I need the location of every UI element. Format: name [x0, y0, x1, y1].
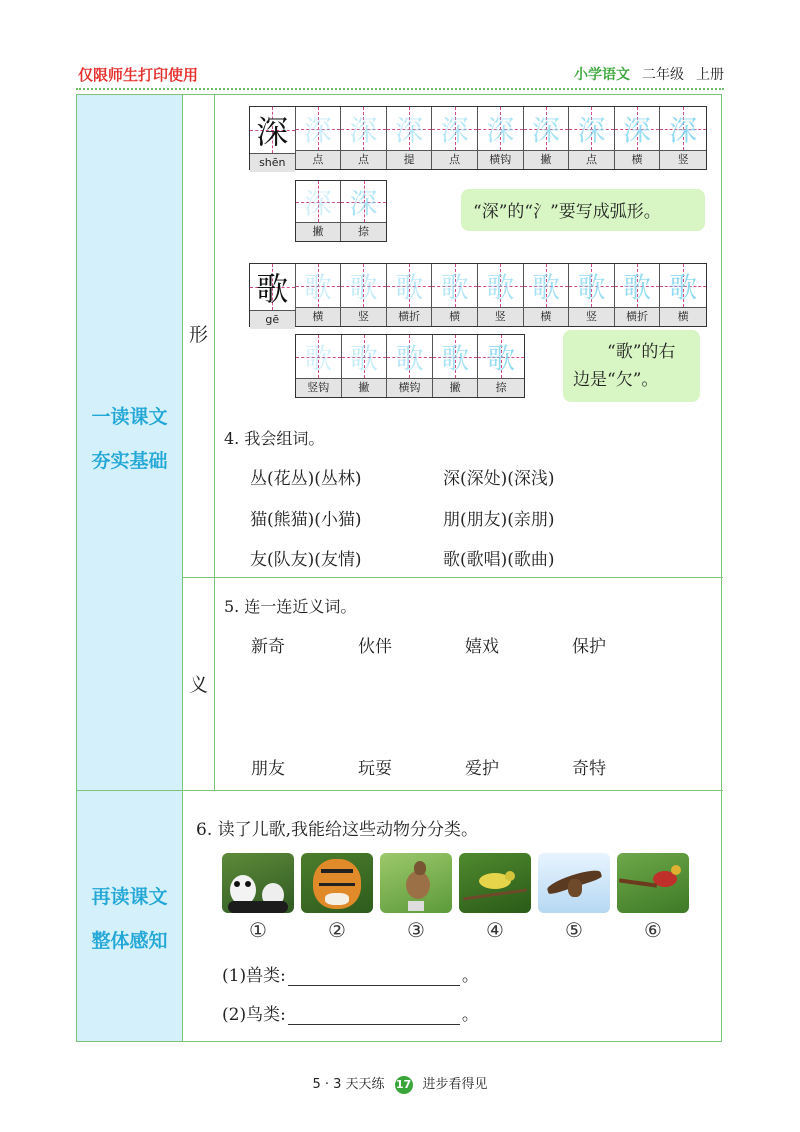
q4-row3-left: 友(队友)(友情) — [250, 550, 362, 570]
stroke-step-cell — [432, 107, 478, 169]
stroke-name: 竖 — [478, 307, 523, 326]
stroke-step-cell — [660, 107, 706, 169]
section-title-1b: 夯实基础 — [91, 450, 168, 472]
ghost-char: 深 — [440, 113, 469, 147]
main-char-cell — [250, 107, 296, 169]
stroke-name: 竖 — [341, 307, 386, 326]
stroke-step-cell — [660, 264, 706, 326]
stroke-name: 横 — [615, 150, 660, 169]
stroke-name: 提 — [387, 150, 432, 169]
stroke-step-cell — [387, 335, 433, 397]
stroke-step-cell — [296, 181, 341, 241]
section-title-2a: 再读课文 — [91, 886, 168, 908]
stroke-name: 点 — [569, 150, 614, 169]
birds-label: (2)鸟类: — [222, 1005, 286, 1025]
q5-top-word[interactable]: 伙伴 — [358, 637, 392, 657]
book-info — [574, 64, 724, 84]
page-number: 17 — [395, 1076, 413, 1094]
ghost-char: 深 — [623, 113, 652, 147]
stroke-name: 横折 — [387, 307, 432, 326]
stroke-step-cell — [341, 264, 387, 326]
q5-top-word[interactable]: 保护 — [572, 637, 606, 657]
ghost-char: 歌 — [487, 341, 516, 375]
ghost-char: 深 — [669, 113, 698, 147]
stroke-step-cell — [432, 264, 478, 326]
footer-slogan: 进步看得见 — [422, 1077, 488, 1092]
stroke-name: 横 — [432, 307, 477, 326]
stroke-step-cell — [341, 107, 387, 169]
stroke-name: 点 — [432, 150, 477, 169]
ghost-char: 深 — [577, 113, 606, 147]
q6-beasts — [222, 961, 479, 986]
stroke-name: 竖 — [569, 307, 614, 326]
section-title-2b: 整体感知 — [91, 930, 168, 952]
stroke-name: 点 — [341, 150, 386, 169]
stroke-step-cell — [478, 335, 524, 397]
stroke-name: 竖钩 — [296, 378, 341, 397]
stroke-name: 横钩 — [387, 378, 432, 397]
stroke-step-cell — [296, 335, 342, 397]
ghost-char: 歌 — [623, 270, 652, 304]
form-label: 形 — [188, 324, 208, 346]
photo-number: ⑤ — [565, 918, 583, 942]
ghost-char: 歌 — [669, 270, 698, 304]
q5-title: 5. 连一连近义词。 — [224, 597, 357, 616]
ghost-char: 歌 — [440, 270, 469, 304]
ghost-char: 歌 — [349, 341, 378, 375]
stroke-name: 撇 — [433, 378, 478, 397]
q5-bottom-word[interactable]: 玩耍 — [358, 759, 392, 779]
q6-birds — [222, 1000, 479, 1025]
stroke-step-cell — [524, 264, 570, 326]
birds-answer-blank[interactable] — [288, 1006, 460, 1025]
section-read-basics — [77, 95, 183, 790]
stroke-step-cell — [478, 264, 524, 326]
section-title-1a: 一读课文 — [91, 406, 168, 428]
tip-ge: “歌”的右边是“欠”。 — [563, 330, 700, 402]
page-footer — [0, 1073, 800, 1094]
stroke-name: 横 — [524, 307, 569, 326]
print-notice: 仅限师生打印使用 — [78, 66, 199, 84]
ghost-char: 深 — [349, 113, 378, 147]
q4-row1-left: 丛(花丛)(丛林) — [250, 469, 362, 489]
panda-photo — [222, 853, 294, 913]
pinyin: shēn — [250, 153, 295, 172]
stroke-step-cell — [478, 107, 524, 169]
ghost-char: 深 — [349, 186, 378, 220]
photo-number: ④ — [486, 918, 504, 942]
q4-row2-left: 猫(熊猫)(小猫) — [250, 510, 362, 530]
q4-row1-right: 深(深处)(深浅) — [443, 469, 555, 489]
ghost-char: 深 — [531, 113, 560, 147]
ghost-char: 深 — [303, 113, 332, 147]
ghost-char: 歌 — [395, 270, 424, 304]
stroke-grid-ge-2 — [295, 334, 525, 398]
stroke-name: 竖 — [660, 150, 706, 169]
ghost-char: 歌 — [531, 270, 560, 304]
animal-photos — [222, 853, 689, 913]
form-column — [183, 95, 215, 577]
stroke-step-cell — [387, 107, 433, 169]
ghost-char: 歌 — [304, 341, 333, 375]
ghost-char: 深 — [395, 113, 424, 147]
main-char: 深 — [256, 113, 289, 151]
beasts-end: 。 — [461, 966, 479, 986]
ghost-char: 歌 — [395, 341, 424, 375]
stroke-name: 撇 — [342, 378, 387, 397]
stroke-step-cell — [524, 107, 570, 169]
photo-number: ① — [249, 918, 267, 942]
ghost-char: 歌 — [441, 341, 470, 375]
main-char-cell — [250, 264, 296, 326]
q4-row2-right: 朋(朋友)(亲朋) — [443, 510, 555, 530]
beasts-answer-blank[interactable] — [288, 967, 460, 986]
q4-row3-right: 歌(歌唱)(歌曲) — [443, 550, 555, 570]
eagle-photo — [538, 853, 610, 913]
stroke-step-cell — [296, 264, 342, 326]
ghost-char: 歌 — [349, 270, 378, 304]
q6-title: 6. 读了儿歌,我能给这些动物分分类。 — [196, 820, 479, 840]
stroke-step-cell — [569, 107, 615, 169]
ghost-char: 歌 — [486, 270, 515, 304]
beasts-label: (1)兽类: — [222, 966, 286, 986]
stroke-grid-ge — [249, 263, 707, 327]
photo-number: ③ — [407, 918, 425, 942]
q4-title: 4. 我会组词。 — [224, 429, 325, 448]
stroke-step-cell — [615, 107, 661, 169]
stroke-name: 点 — [296, 150, 341, 169]
divider-form-meaning — [183, 577, 723, 578]
q5-bottom-word[interactable]: 爱护 — [465, 759, 499, 779]
q5-bottom-word[interactable]: 奇特 — [572, 759, 606, 779]
photo-number: ② — [328, 918, 346, 942]
tiger-photo — [301, 853, 373, 913]
grade: 二年级 — [642, 67, 684, 83]
stroke-step-cell — [387, 264, 433, 326]
ghost-char: 深 — [486, 113, 515, 147]
ghost-char: 歌 — [303, 270, 332, 304]
oriole-photo — [459, 853, 531, 913]
lark-photo — [380, 853, 452, 913]
section-read-overview — [77, 791, 183, 1041]
stroke-name: 撇 — [296, 222, 340, 241]
stroke-step-cell — [615, 264, 661, 326]
birds-end: 。 — [461, 1005, 479, 1025]
stroke-grid-shen-2 — [295, 180, 387, 242]
main-char: 歌 — [256, 270, 289, 308]
q5-top-word[interactable]: 新奇 — [251, 637, 285, 657]
stroke-grid-shen — [249, 106, 707, 170]
stroke-step-cell — [341, 181, 386, 241]
stroke-name: 撇 — [524, 150, 569, 169]
meaning-column — [183, 578, 215, 790]
stroke-step-cell — [342, 335, 388, 397]
stroke-name: 横折 — [615, 307, 660, 326]
stroke-name: 横 — [296, 307, 341, 326]
pinyin: gē — [250, 310, 295, 329]
pheasant-photo — [617, 853, 689, 913]
stroke-name: 横钩 — [478, 150, 523, 169]
q5-top-word[interactable]: 嬉戏 — [465, 637, 499, 657]
footer-series: 5 · 3 天天练 — [312, 1077, 385, 1092]
stroke-name: 捺 — [478, 378, 524, 397]
volume: 上册 — [696, 67, 724, 83]
header-divider — [76, 88, 724, 90]
ghost-char: 深 — [303, 186, 332, 220]
q5-bottom-word[interactable]: 朋友 — [251, 759, 285, 779]
tip-shen: “深”的“氵”要写成弧形。 — [461, 189, 705, 231]
subject: 小学语文 — [574, 67, 630, 83]
stroke-step-cell — [569, 264, 615, 326]
ghost-char: 歌 — [577, 270, 606, 304]
stroke-name: 捺 — [341, 222, 386, 241]
meaning-label: 义 — [188, 674, 208, 696]
stroke-name: 横 — [660, 307, 706, 326]
photo-number: ⑥ — [644, 918, 662, 942]
stroke-step-cell — [296, 107, 342, 169]
stroke-step-cell — [433, 335, 479, 397]
